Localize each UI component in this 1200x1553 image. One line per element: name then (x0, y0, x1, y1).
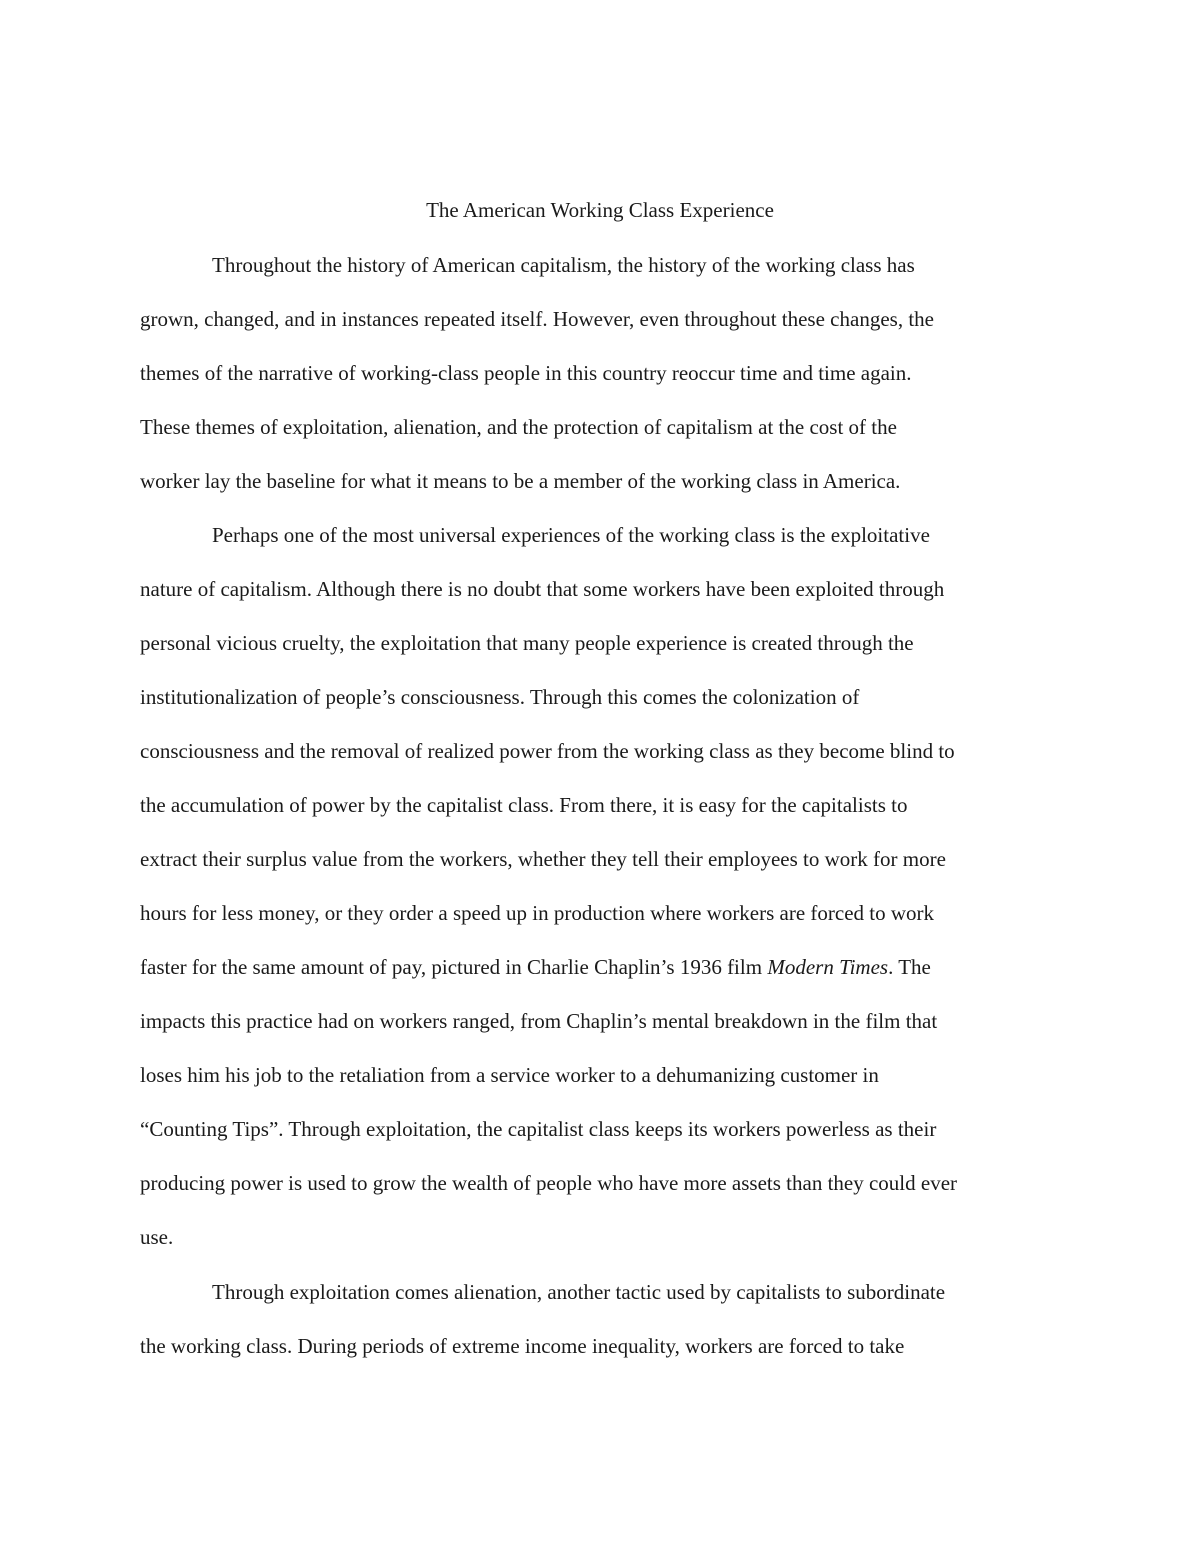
text-line: hours for less money, or they order a speed up in production where workers are forced to work (140, 901, 935, 925)
film-title: Modern Times (767, 955, 889, 979)
text-line (140, 954, 931, 980)
text-line: impacts this practice had on workers ranged, from Chaplin’s mental breakdown in the film that (140, 1009, 938, 1033)
text-line: personal vicious cruelty, the exploitation that many people experience is created through the (140, 631, 914, 655)
document-title: The American Working Class Experience (426, 198, 774, 222)
text-line: “Counting Tips”. Through exploitation, the capitalist class keeps its workers powerless as their (140, 1117, 937, 1141)
text-line: worker lay the baseline for what it means to be a member of the working class in America. (140, 469, 901, 493)
text-line: Throughout the history of American capitalism, the history of the working class has (212, 253, 915, 277)
text-line: Perhaps one of the most universal experiences of the working class is the exploitative (212, 523, 930, 547)
text-line: the working class. During periods of extreme income inequality, workers are forced to take (140, 1334, 905, 1358)
text-line: institutionalization of people’s consciousness. Through this comes the colonization of (140, 685, 860, 709)
text-line: loses him his job to the retaliation from a service worker to a dehumanizing customer in (140, 1063, 879, 1087)
text-line: These themes of exploitation, alienation, and the protection of capitalism at the cost of the (140, 415, 897, 439)
text-line: extract their surplus value from the workers, whether they tell their employees to work for more (140, 847, 946, 871)
text-line: Through exploitation comes alienation, another tactic used by capitalists to subordinate (212, 1280, 946, 1304)
text-line: producing power is used to grow the wealth of people who have more assets than they could ever (140, 1171, 958, 1195)
text-line: use. (140, 1225, 174, 1249)
text-line: nature of capitalism. Although there is no doubt that some workers have been exploited through (140, 577, 945, 601)
text-segment: faster for the same amount of pay, pictured in Charlie Chaplin’s 1936 film (140, 955, 768, 979)
text-segment: . The (888, 955, 931, 979)
text-line: the accumulation of power by the capitalist class. From there, it is easy for the capitalists to (140, 793, 908, 817)
text-line: grown, changed, and in instances repeated itself. However, even throughout these changes, the (140, 307, 934, 331)
text-line: consciousness and the removal of realized power from the working class as they become blind to (140, 739, 955, 763)
text-line: themes of the narrative of working-class people in this country reoccur time and time again. (140, 361, 912, 385)
